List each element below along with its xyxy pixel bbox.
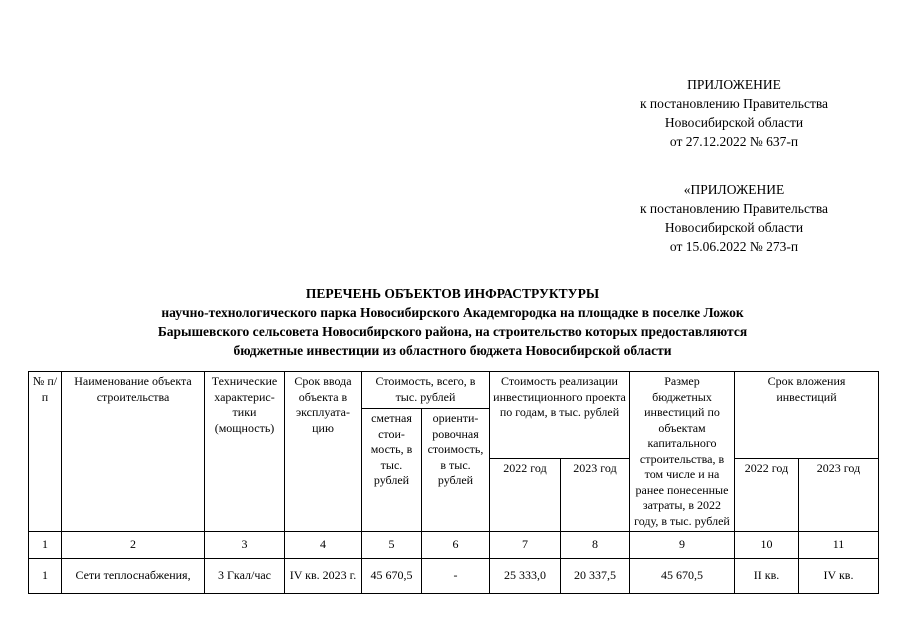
column-number: 1 xyxy=(29,532,62,559)
title-line-3: Барышевского сельсовета Новосибирского района, на строительство которых предоставляются xyxy=(157,324,748,339)
column-number: 4 xyxy=(285,532,362,559)
appendix-heading: ПРИЛОЖЕНИЕ xyxy=(687,77,781,92)
cell-budget-2022: 45 670,5 xyxy=(630,559,735,594)
header-commission-term: Срок ввода объекта в эксплуата-цию xyxy=(285,372,362,532)
header-cost-2023: 2023 год xyxy=(561,459,630,532)
cell-cost-2022: 25 333,0 xyxy=(490,559,561,594)
appendix-resolution-line: к постановлению Правительства xyxy=(639,201,829,216)
header-tech-specs: Технические характерис-тики (мощность) xyxy=(205,372,285,532)
cell-term-2023: IV кв. xyxy=(799,559,879,594)
appendix-region-line: Новосибирской области xyxy=(664,220,804,235)
column-number: 5 xyxy=(362,532,422,559)
cell-cost-estimate: 45 670,5 xyxy=(362,559,422,594)
column-number: 7 xyxy=(490,532,561,559)
header-cost-estimate: сметная стои-мость, в тыс. рублей xyxy=(362,409,422,532)
document-title xyxy=(0,284,905,360)
appendix-date-line: от 15.06.2022 № 273-п xyxy=(669,239,799,254)
column-number: 2 xyxy=(62,532,205,559)
cell-cost-2023: 20 337,5 xyxy=(561,559,630,594)
column-number: 10 xyxy=(735,532,799,559)
header-cost-by-year: Стоимость реализации инвестиционного проекта по годам, в тыс. рублей xyxy=(490,372,630,459)
column-number: 3 xyxy=(205,532,285,559)
header-object-name: Наименование объекта строительства xyxy=(62,372,205,532)
header-budget-size: Размер бюджетных инвестиций по объектам капитального строительства, в том числе и на ранее понесенные затраты, в 2022 году, в тыс. рублей xyxy=(630,372,735,532)
column-number-row xyxy=(29,532,879,559)
header-cost-total: Стоимость, всего, в тыс. рублей xyxy=(362,372,490,409)
table-row xyxy=(29,559,879,594)
header-cost-2022: 2022 год xyxy=(490,459,561,532)
appendix-previous-block xyxy=(584,180,884,256)
appendix-region-line: Новосибирской области xyxy=(664,115,804,130)
column-number: 6 xyxy=(422,532,490,559)
header-term-2023: 2023 год xyxy=(799,459,879,532)
infrastructure-table xyxy=(28,371,879,594)
cell-tech-specs: 3 Гкал/час xyxy=(205,559,285,594)
appendix-current-block xyxy=(584,75,884,151)
cell-object-name: Сети теплоснабжения, xyxy=(62,559,205,594)
appendix-date-line: от 27.12.2022 № 637-п xyxy=(669,134,799,149)
cell-commission-term: IV кв. 2023 г. xyxy=(285,559,362,594)
cell-cost-indicative: - xyxy=(422,559,490,594)
appendix-heading: «ПРИЛОЖЕНИЕ xyxy=(683,182,785,197)
header-term-2022: 2022 год xyxy=(735,459,799,532)
title-line-4: бюджетные инвестиции из областного бюджета Новосибирской области xyxy=(233,343,672,358)
title-line-1: ПЕРЕЧЕНЬ ОБЪЕКТОВ ИНФРАСТРУКТУРЫ xyxy=(305,286,600,301)
column-number: 11 xyxy=(799,532,879,559)
header-investment-term: Срок вложения инвестиций xyxy=(735,372,879,459)
cell-num: 1 xyxy=(29,559,62,594)
cell-term-2022: II кв. xyxy=(735,559,799,594)
title-line-2: научно-технологического парка Новосибирского Академгородка на площадке в поселке Ложок xyxy=(161,305,744,320)
header-num: № п/п xyxy=(29,372,62,532)
appendix-resolution-line: к постановлению Правительства xyxy=(639,96,829,111)
column-number: 8 xyxy=(561,532,630,559)
header-cost-indicative: ориенти-ровочная стоимость, в тыс. рублей xyxy=(422,409,490,532)
column-number: 9 xyxy=(630,532,735,559)
